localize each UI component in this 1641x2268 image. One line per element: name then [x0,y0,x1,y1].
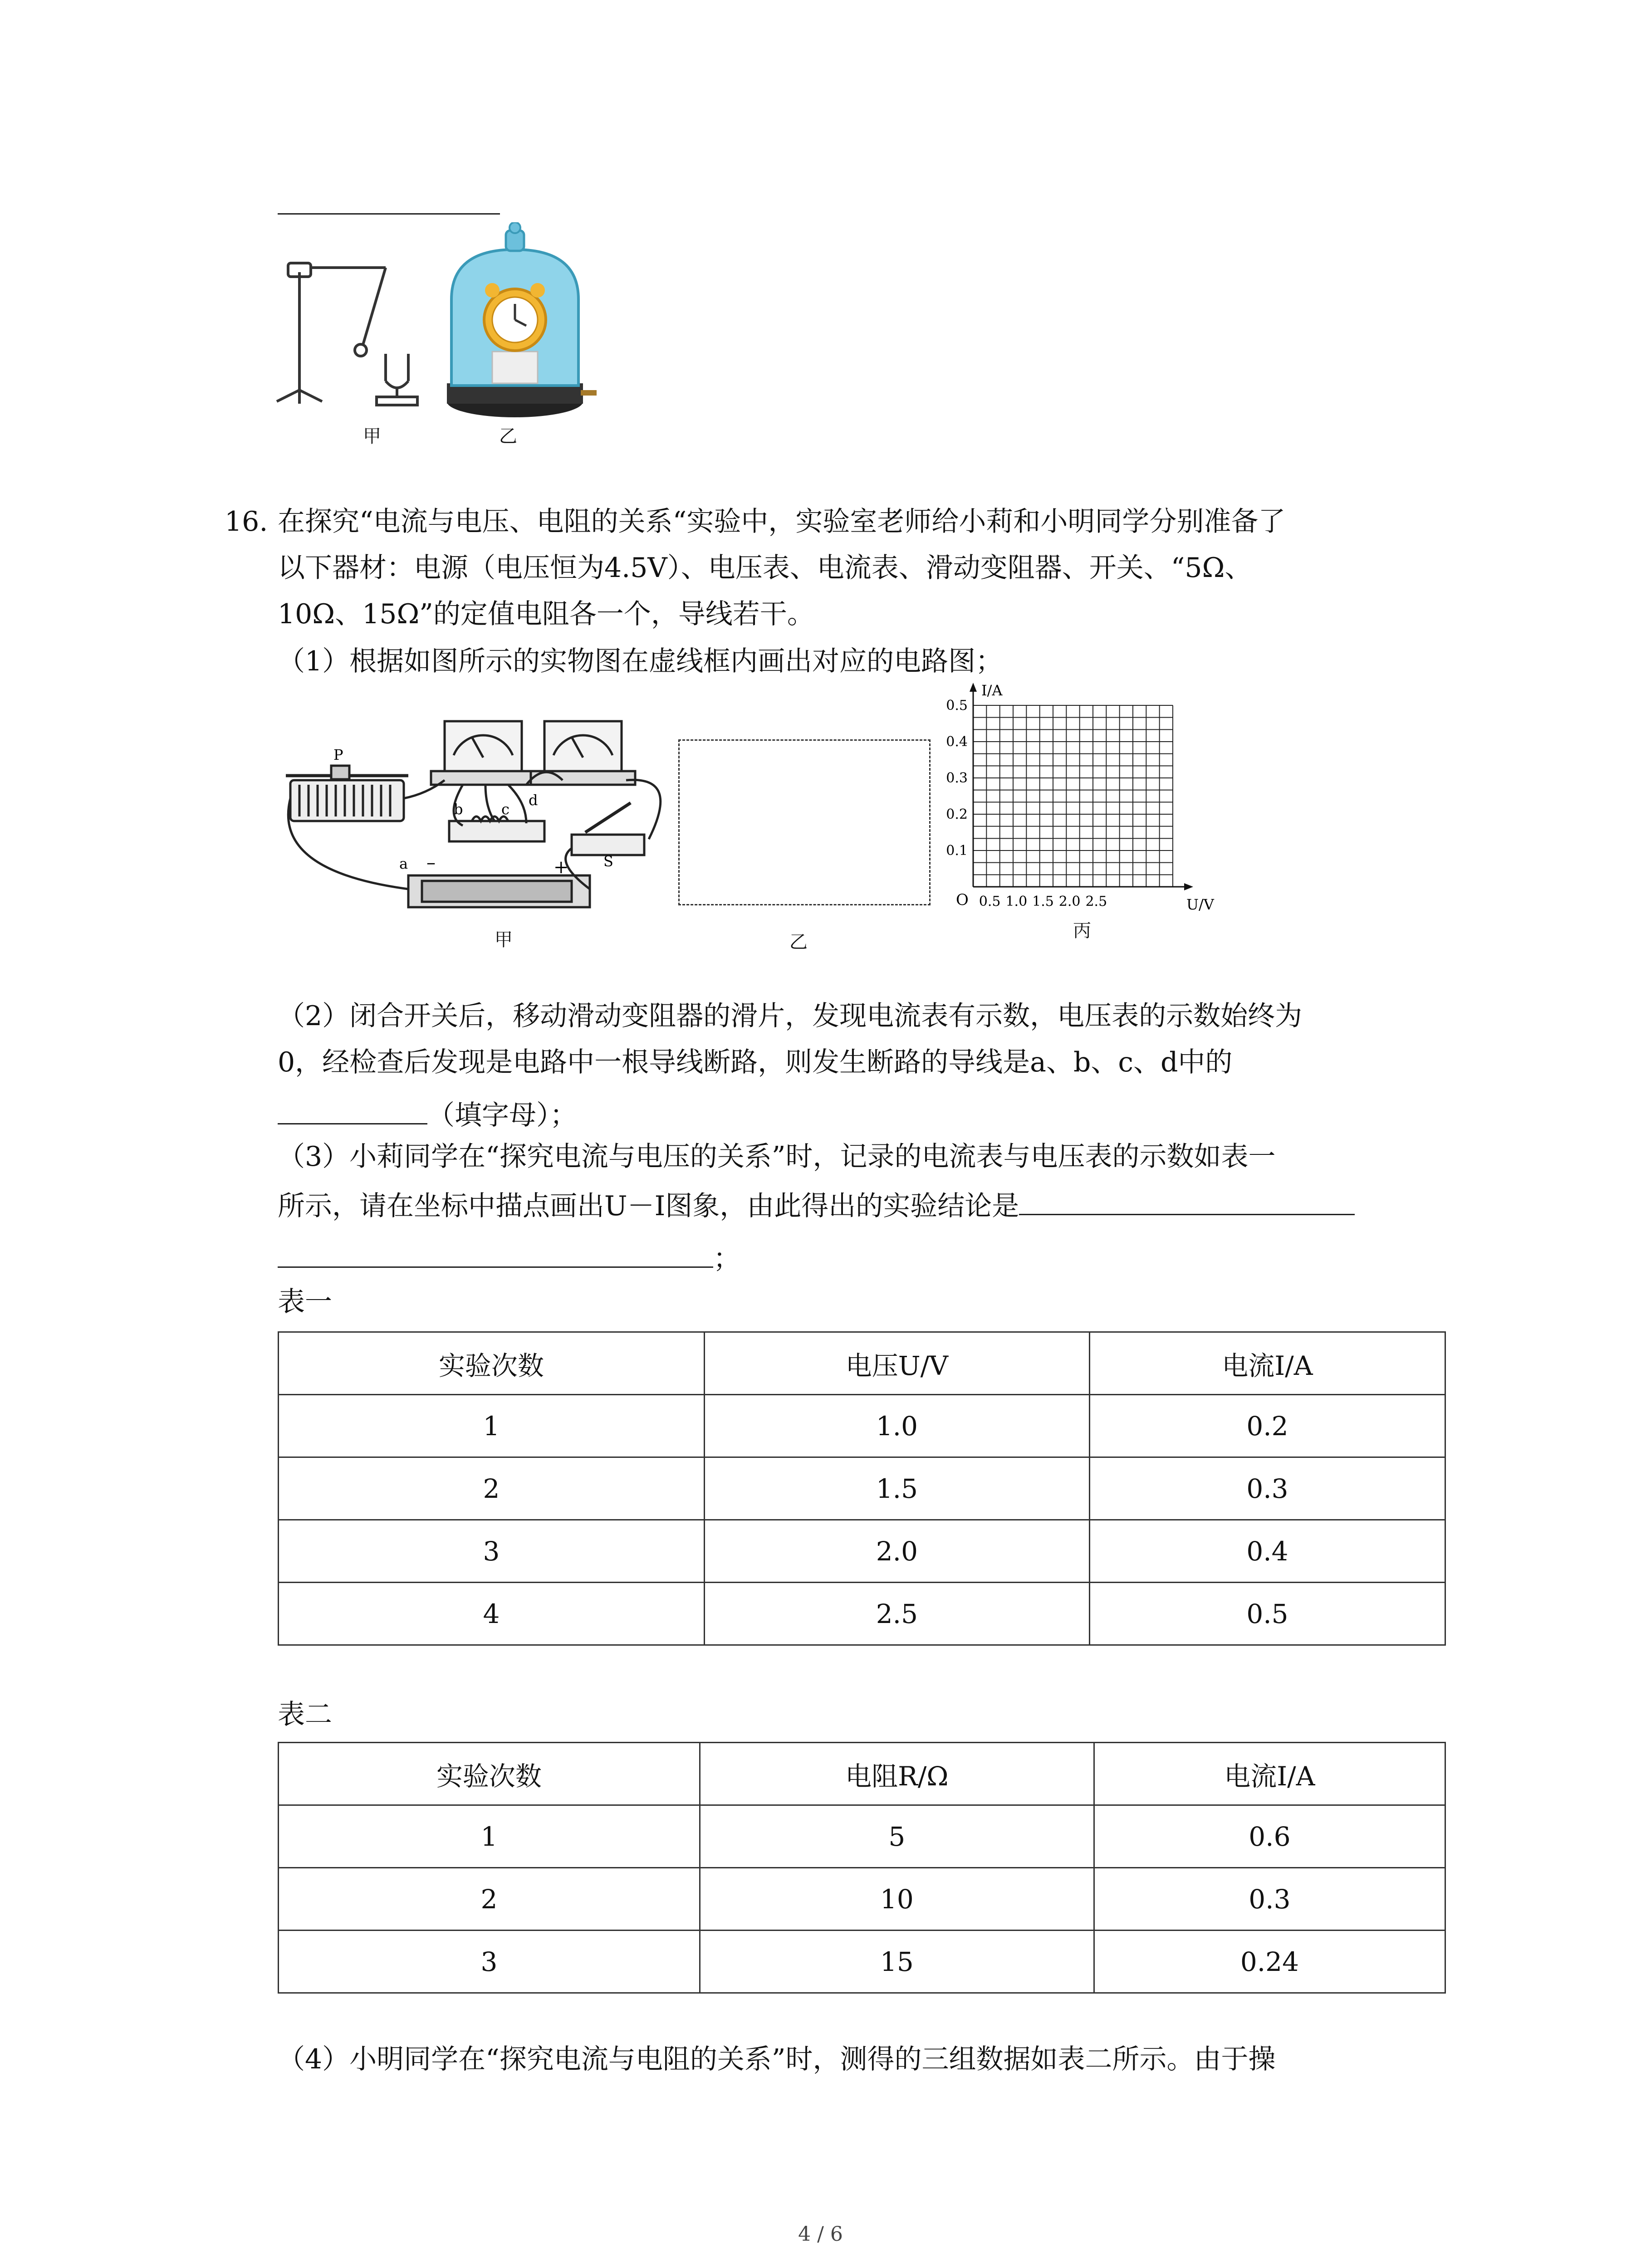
table1-cell: 0.4 [1089,1520,1445,1583]
table2-cell: 3 [279,1931,700,1993]
question-line-2: 以下器材：电源（电压恒为4.5V）、电压表、电流表、滑动变阻器、开关、“5Ω、 [278,552,1252,584]
part3-tail: ； [713,1243,740,1275]
y-tick-label: 0.2 [946,807,968,822]
label-c: c [501,801,509,818]
top-answer-line [278,213,500,215]
table1-header-cell: 电压U/V [704,1332,1089,1395]
part2-line-2: 0，经检查后发现是电路中一根导线断路，则发生断路的导线是a、b、c、d中的 [278,1046,1233,1078]
y-tick-label: 0.4 [946,734,968,750]
table2-header-cell: 电流I/A [1094,1743,1445,1805]
part1-text: （1）根据如图所示的实物图在虚线框内画出对应的电路图； [278,645,1003,677]
table1-cell: 0.3 [1089,1457,1445,1520]
x-axis-label: U/V [1186,896,1214,913]
part2-line-1: （2）闭合开关后，移动滑动变阻器的滑片，发现电流表有示数，电压表的示数始终为 [278,1000,1303,1032]
table1-header-cell: 实验次数 [279,1332,705,1395]
table1-cell: 1.5 [704,1457,1089,1520]
circuit-diagram-dashed-box [678,739,931,905]
x-tick-label: 2.5 [1085,894,1107,909]
page-number: 4 / 6 [798,2223,843,2246]
table2-header-cell: 实验次数 [279,1743,700,1805]
table2-cell: 2 [279,1868,700,1931]
table1-row [279,1395,1445,1457]
part2-answer-blank[interactable] [278,1095,427,1124]
table2-cell: 5 [700,1805,1094,1868]
question-line-1: 在探究“电流与电压、电阻的关系“实验中，实验室老师给小莉和小明同学分别准备了 [278,506,1286,538]
table1-cell: 1 [279,1395,705,1457]
table2-cell: 15 [700,1931,1094,1993]
question-line-3: 10Ω、15Ω”的定值电阻各一个，导线若干。 [278,598,814,630]
table1-cell: 0.2 [1089,1395,1445,1457]
label-s: S [603,853,613,870]
part3-line-2-text: 所示，请在坐标中描点画出U－I图象，由此得出的实验结论是 [278,1190,1019,1222]
table1-cell: 2.5 [704,1583,1089,1645]
table1-cell: 4 [279,1583,705,1645]
table1-header-cell: 电流I/A [1089,1332,1445,1395]
part4-text: （4）小明同学在“探究电流与电阻的关系”时，测得的三组数据如表二所示。由于操 [278,2043,1276,2075]
label-d: d [529,792,538,809]
x-tick-label: 0.5 [979,894,1001,909]
part3-line-1: （3）小莉同学在“探究电流与电压的关系”时，记录的电流表与电压表的示数如表一 [278,1141,1276,1173]
table1-row [279,1583,1445,1645]
circuit-photo-figure [272,712,681,930]
table2-cell: 0.3 [1094,1868,1445,1931]
table2-cell: 1 [279,1805,700,1868]
y-tick-label: 0.1 [946,843,968,859]
part3-answer-blank-2[interactable] [278,1238,713,1268]
table2-caption: 表二 [278,1699,332,1730]
table1-header-row [279,1332,1445,1395]
label-a: a [399,855,408,872]
question-number: 16. [225,506,268,538]
part3-line-3 [278,1238,740,1277]
label-b: b [454,801,463,818]
tuning-fork-figure [272,245,463,413]
origin-label: O [956,891,969,909]
table2-cell: 10 [700,1868,1094,1931]
table1-cell: 0.5 [1089,1583,1445,1645]
fig-caption-jia-top: 甲 [363,426,381,447]
x-tick-label: 1.5 [1032,894,1054,909]
table1-caption: 表一 [278,1286,332,1318]
table1-cell: 1.0 [704,1395,1089,1457]
fig-caption-yi: 乙 [789,932,808,953]
table2-header-row [279,1743,1445,1805]
part2-tail: （填字母）； [427,1100,577,1131]
fig-caption-jia: 甲 [495,929,513,950]
x-tick-label: 2.0 [1058,894,1081,909]
label-minus: – [426,852,436,873]
bell-jar-figure [442,222,606,422]
table2-header-cell: 电阻R/Ω [700,1743,1094,1805]
part2-line-3 [278,1095,577,1134]
label-p: P [333,746,343,763]
table2-row [279,1805,1445,1868]
table1-cell: 3 [279,1520,705,1583]
table1-row [279,1520,1445,1583]
fig-caption-yi-top: 乙 [499,426,517,447]
table2-cell: 0.6 [1094,1805,1445,1868]
table2-row [279,1931,1445,1993]
x-axis-arrow [1184,883,1193,890]
y-axis-label: I/A [981,682,1003,699]
table2 [278,1742,1446,1994]
table2-row [279,1868,1445,1931]
part3-answer-blank-1[interactable] [1019,1186,1355,1215]
table2-cell: 0.24 [1094,1931,1445,1993]
x-tick-label: 1.0 [1005,894,1028,909]
part3-line-2 [278,1186,1355,1224]
y-tick-label: 0.3 [946,770,968,786]
fig-caption-bing: 丙 [1073,920,1091,941]
table1 [278,1331,1446,1646]
y-axis-arrow [970,683,977,692]
ui-grid-chart [939,680,1257,934]
y-tick-label: 0.5 [946,698,968,714]
table1-row [279,1457,1445,1520]
table1-cell: 2 [279,1457,705,1520]
table1-cell: 2.0 [704,1520,1089,1583]
label-plus: + [554,857,569,878]
